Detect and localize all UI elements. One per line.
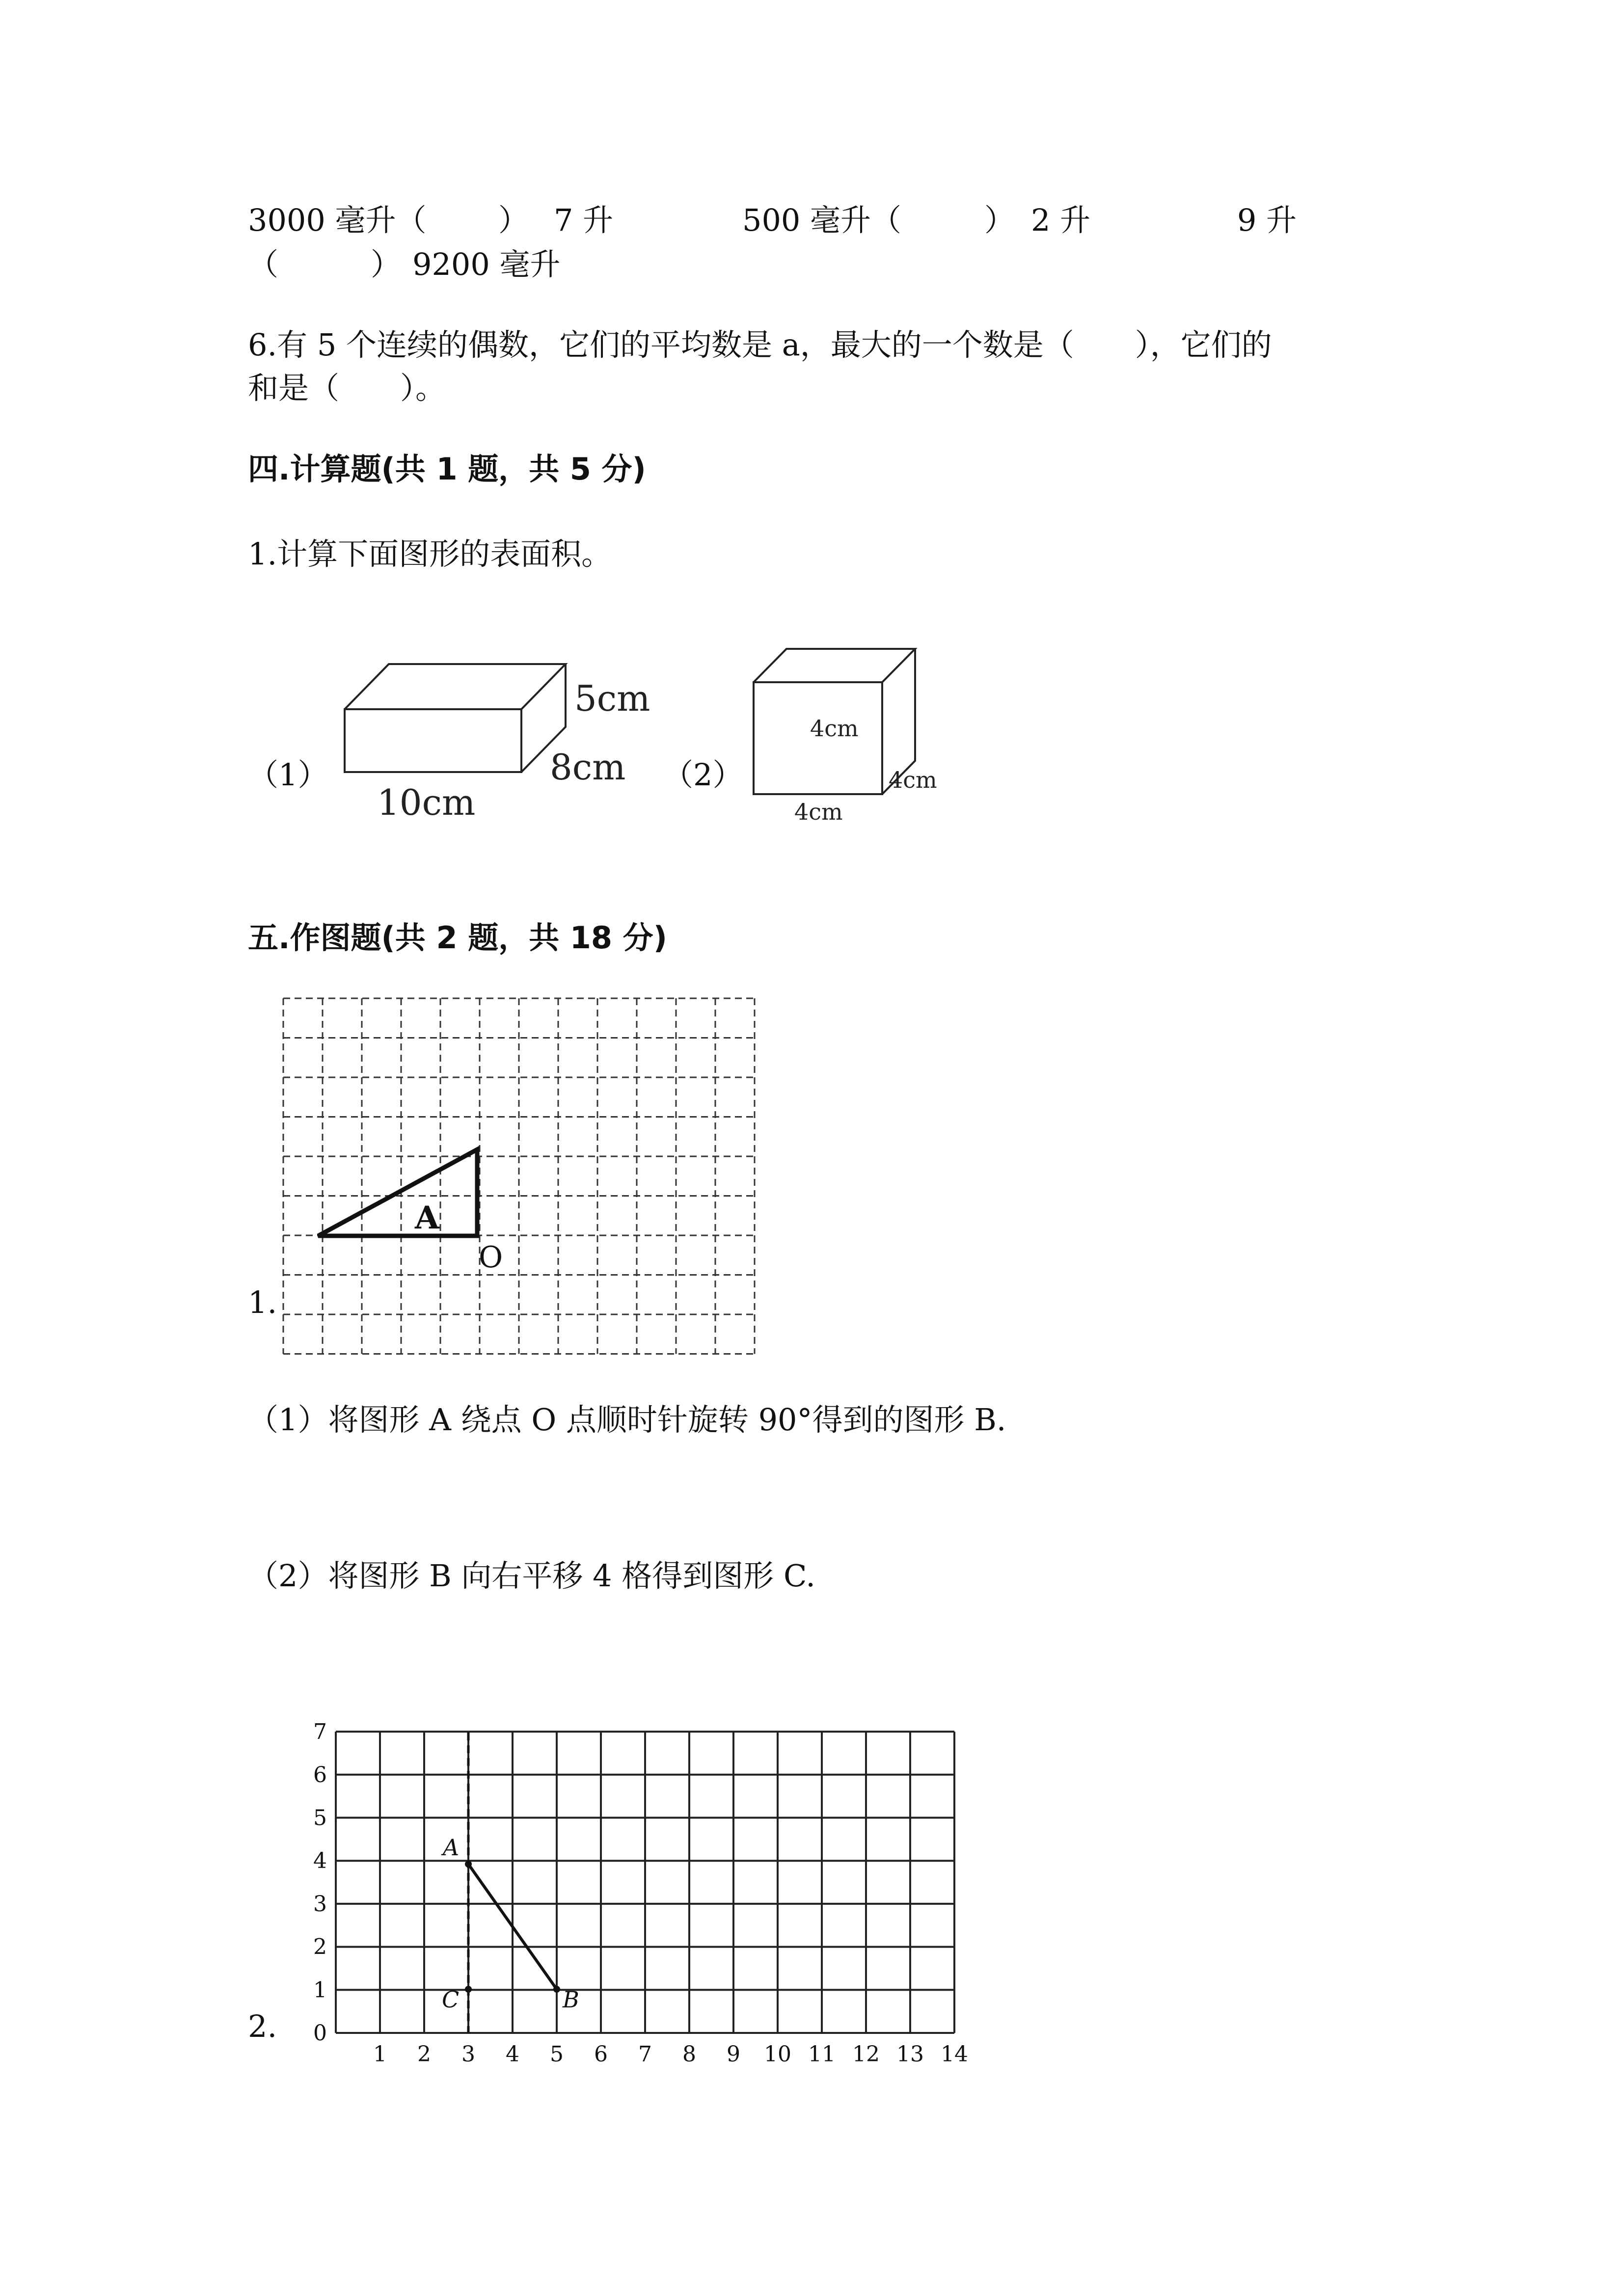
q6-line-1: 6.有 5 个连续的偶数，它们的平均数是 a，最大的一个数是（ ），它们的 [248,327,1272,363]
y-tick-label: 2 [313,1934,327,1960]
x-tick-label: 6 [594,2042,608,2067]
y-tick-label: 4 [313,1848,327,1874]
point-b [553,1986,560,1993]
x-axis-ticks [373,2042,968,2067]
y-tick-label: 6 [313,1762,327,1788]
y-tick-label: 3 [313,1891,327,1917]
dashed-grid [283,998,755,1354]
triangle-a-label: A [415,1200,439,1236]
x-tick-label: 12 [852,2042,880,2067]
point-a-label: A [443,1834,460,1861]
section-5-question-2-number: 2. [248,2008,277,2044]
cube-width-label: 4cm [794,799,843,825]
x-tick-label: 9 [727,2042,740,2067]
x-tick-label: 11 [808,2042,836,2067]
x-tick-label: 7 [638,2042,652,2067]
q5-item-1-rhs: 7 升 [554,202,614,238]
section-5-sub-question-2: （2）将图形 B 向右平移 4 格得到图形 C. [248,1558,815,1594]
section-5-sub-question-1: （1）将图形 A 绕点 O 点顺时针旋转 90°得到的图形 B. [248,1402,1006,1438]
y-tick-label: 7 [313,1719,327,1745]
y-tick-label: 5 [313,1805,327,1831]
point-b-label: B [563,1986,579,2013]
figure-1-label: （1） [248,757,328,793]
x-tick-label: 4 [506,2042,519,2067]
x-tick-label: 1 [373,2042,387,2067]
section-4-question-1: 1.计算下面图形的表面积。 [248,536,612,572]
point-c-label: C [442,1986,460,2013]
x-tick-label: 5 [550,2042,564,2067]
cuboid-length-label: 10cm [377,782,476,823]
cuboid-figure [345,664,566,772]
q5-item-2: 500 毫升（ [742,202,902,238]
y-tick-label: 1 [313,1977,327,2003]
x-tick-label: 2 [417,2042,431,2067]
point-o-label: O [479,1240,503,1275]
section-5-question-1-number: 1. [248,1284,277,1320]
section-5-title: 五.作图题(共 2 题，共 18 分) [248,920,667,956]
q5-item-1: 3000 毫升（ [248,202,427,238]
figure-2-label: （2） [663,757,743,793]
point-c [465,1986,472,1993]
section-4-title: 四.计算题(共 1 题，共 5 分) [248,451,646,487]
cuboid-top-face [345,664,566,709]
cube-top-face [754,649,915,682]
q6-line-2: 和是（ ）。 [248,370,446,406]
q5-item-1-close: ） [498,202,529,238]
q5-item-2-close: ） [984,202,1015,238]
cube-depth-label: 4cm [889,767,937,793]
x-tick-label: 3 [461,2042,475,2067]
q5-item-3-open: （ [248,246,279,282]
triangle-a [318,1149,477,1236]
cuboid-height-label: 5cm [574,678,650,719]
x-tick-label: 8 [682,2042,696,2067]
q5-item-2-rhs: 2 升 [1031,202,1091,238]
cuboid-depth-label: 8cm [550,747,626,788]
x-tick-label: 13 [896,2042,924,2067]
q5-item-3-close: ） [371,246,402,282]
coordinate-grid [336,1732,954,2033]
y-tick-label: 0 [313,2021,327,2046]
cuboid-front-face [345,709,521,772]
q5-item-3-rhs: 9200 毫升 [412,246,561,282]
x-tick-label: 14 [941,2042,968,2067]
y-axis-ticks [313,1719,327,2046]
cube-height-label: 4cm [810,715,859,742]
q5-item-3: 9 升 [1237,202,1297,238]
x-tick-label: 10 [764,2042,791,2067]
point-a [465,1861,472,1868]
